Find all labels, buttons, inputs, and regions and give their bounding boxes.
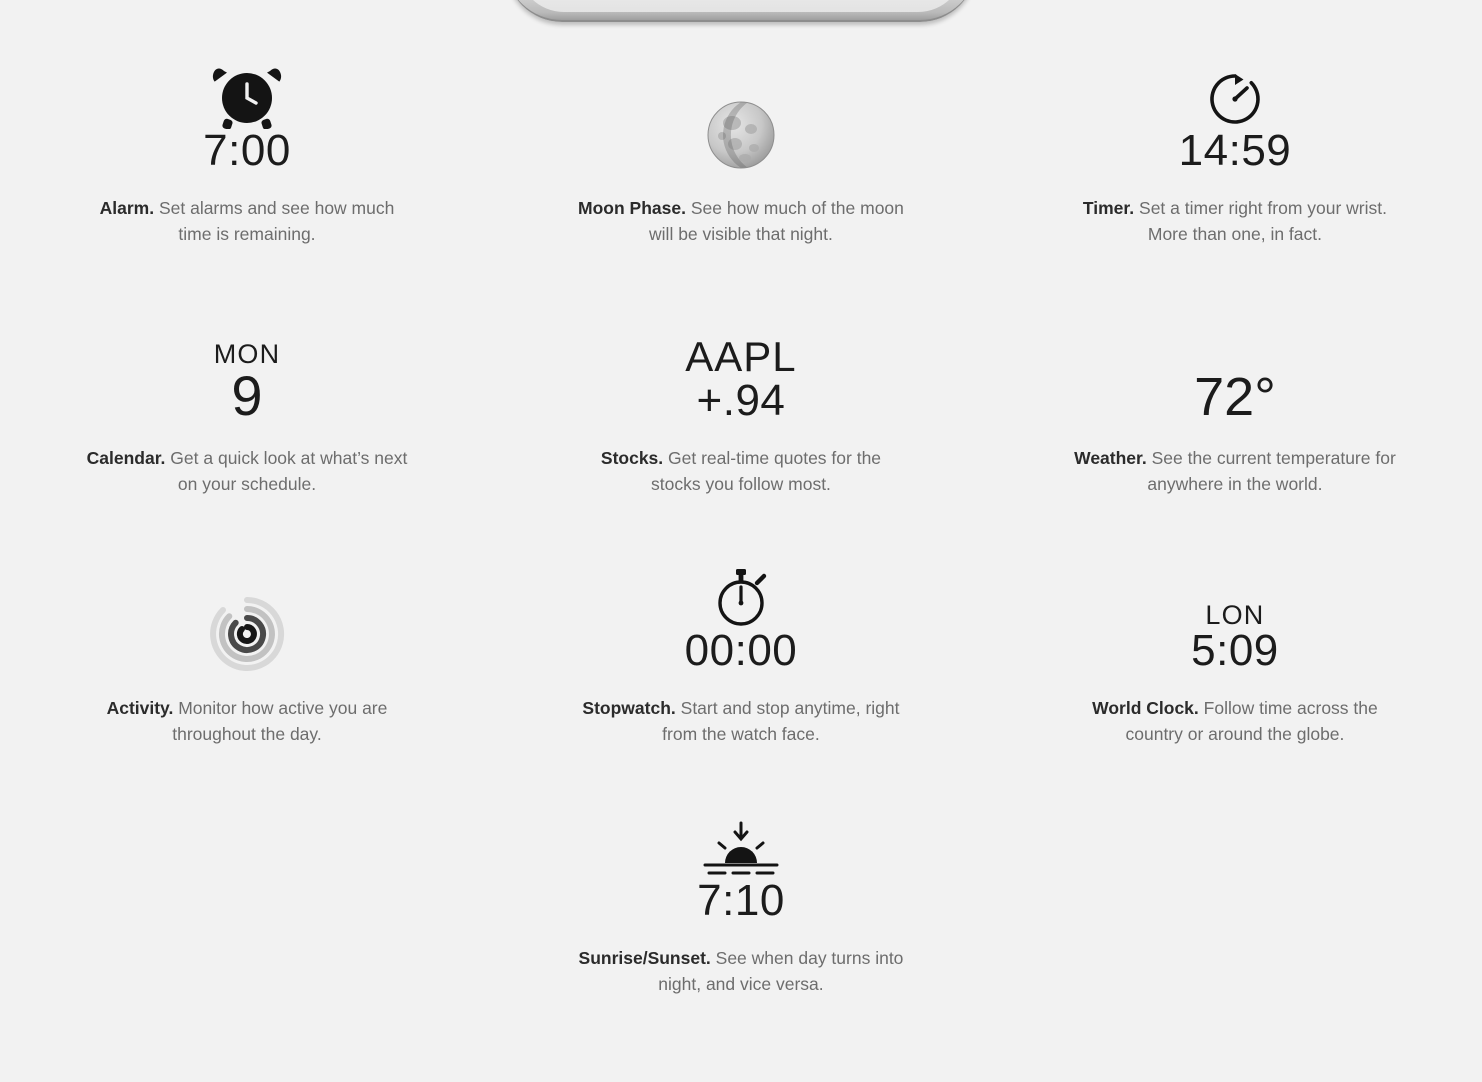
calendar-title: Calendar. [86,448,166,468]
alarm-caption [82,196,412,248]
activity-rings-icon [207,594,287,674]
stopwatch-value: 00:00 [684,626,798,676]
moon-phase-description: See how much of the moon will be visible that night. [649,198,904,244]
complications-grid [0,40,1482,1040]
world-clock-city: LON [1205,599,1265,630]
timer-caption [1070,196,1400,248]
weather-description: See the current temperature for anywhere in the world. [1147,448,1396,494]
moon-glyph [494,52,988,174]
complication-calendar[interactable] [0,290,494,540]
stopwatch-title: Stopwatch. [582,698,676,718]
moon-phase-caption [576,196,906,248]
world-clock-description: Follow time across the country or around the globe. [1125,698,1378,744]
alarm-description: Set alarms and see how much time is remaining. [158,198,395,244]
stopwatch-caption [576,696,906,748]
stopwatch-description: Start and stop anytime, right from the watch face. [662,698,900,744]
world-clock-caption [1070,696,1400,748]
complication-weather[interactable] [988,290,1482,540]
world-clock-title: World Clock. [1092,698,1199,718]
sunrise-title: Sunrise/Sunset. [578,948,711,968]
calendar-description: Get a quick look at what’s next on your schedule. [170,448,408,494]
sunrise-description: See when day turns into night, and vice versa. [658,948,904,994]
moon-phase-icon [702,96,780,174]
world-clock-glyph [988,552,1482,674]
stocks-caption [576,446,906,498]
complication-timer[interactable] [988,40,1482,290]
timer-description: Set a timer right from your wrist. More than one, in fact. [1139,198,1387,244]
alarm-value: 7:00 [203,126,291,176]
stocks-ticker: AAPL [685,333,797,381]
complication-world-clock[interactable] [988,540,1482,790]
timer-glyph [988,52,1482,174]
calendar-caption [82,446,412,498]
calendar-weekday: MON [213,338,281,369]
world-clock-time: 5:09 [1191,626,1279,676]
complication-sunrise-sunset[interactable] [494,790,988,1040]
stopwatch-glyph [494,552,988,674]
calendar-day: 9 [231,364,263,427]
alarm-glyph [0,52,494,174]
stocks-glyph [494,302,988,424]
sunrise-sunset-icon [699,821,783,879]
complication-stocks[interactable] [494,290,988,540]
activity-caption [82,696,412,748]
weather-title: Weather. [1074,448,1147,468]
timer-title: Timer. [1082,198,1135,218]
moon-phase-title: Moon Phase. [578,198,686,218]
weather-caption [1070,446,1400,498]
stocks-description: Get real-time quotes for the stocks you follow most. [651,448,882,494]
calendar-glyph [0,302,494,427]
stocks-change: +.94 [696,376,786,426]
stopwatch-icon [712,567,770,629]
sunrise-value: 7:10 [697,876,785,926]
stocks-title: Stocks. [600,448,664,468]
activity-description: Monitor how active you are throughout the day. [172,698,388,744]
weather-temperature: 72° [1194,367,1276,427]
timer-value: 14:59 [1178,126,1292,176]
sunrise-caption [576,946,906,998]
complication-stopwatch[interactable] [494,540,988,790]
alarm-clock-icon [211,63,283,129]
complication-alarm[interactable] [0,40,494,290]
alarm-title: Alarm. [99,198,155,218]
activity-glyph [0,552,494,674]
sunrise-glyph [494,802,988,924]
complication-moon-phase[interactable] [494,40,988,290]
activity-title: Activity. [106,698,174,718]
timer-icon [1205,69,1265,129]
watch-device-bottom-edge [506,0,976,22]
weather-glyph [988,302,1482,427]
complication-activity[interactable] [0,540,494,790]
